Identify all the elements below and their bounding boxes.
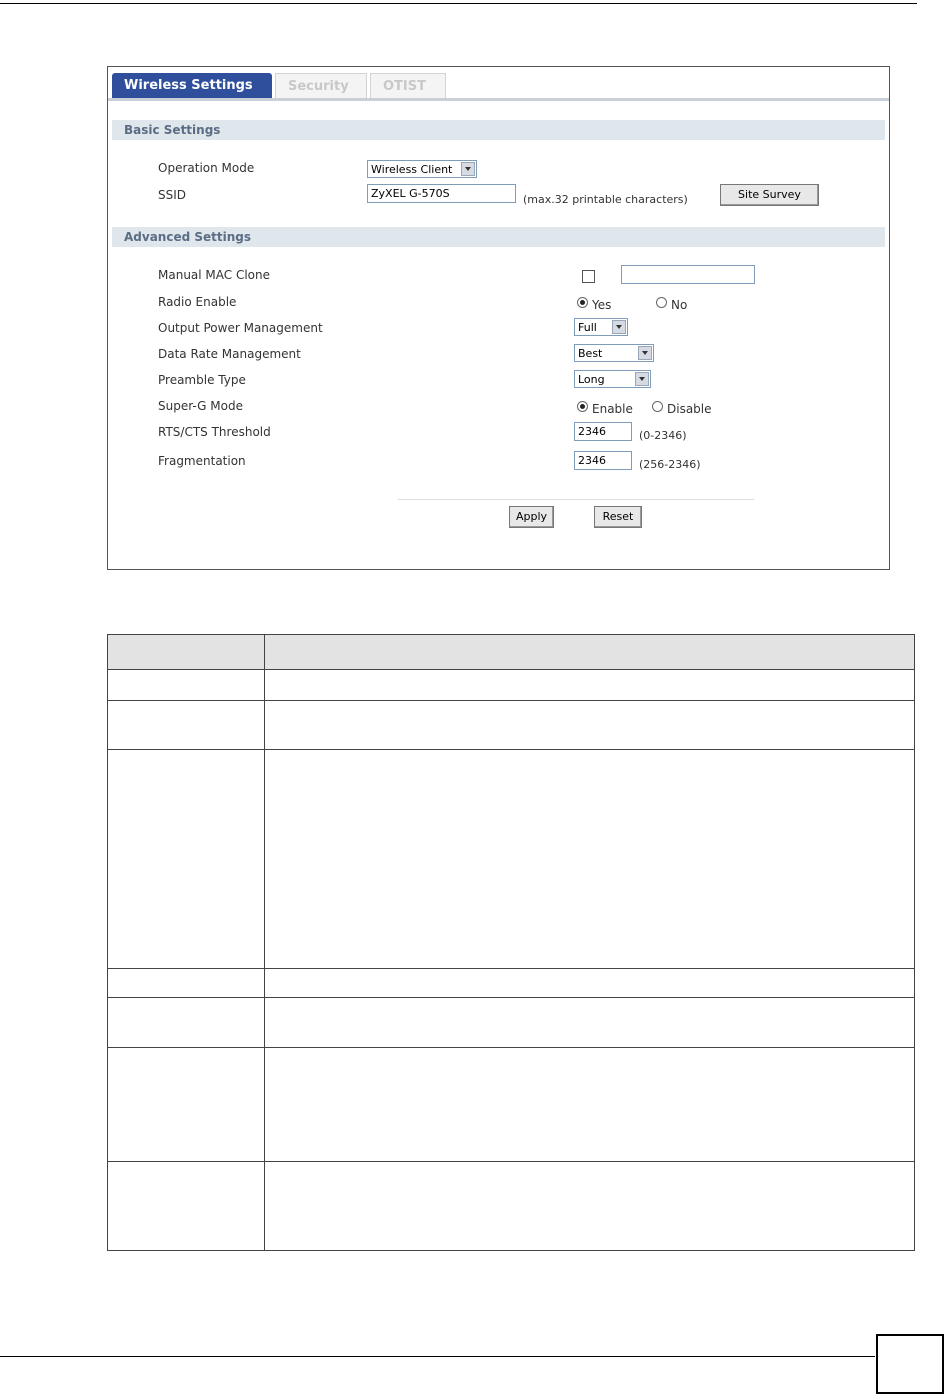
radio-enable-no-label: No (671, 298, 688, 312)
table-row (108, 969, 915, 998)
table-cell (265, 969, 915, 998)
radio-enable-yes-label: Yes (592, 298, 612, 312)
superg-label: Super-G Mode (158, 399, 243, 413)
fragmentation-label: Fragmentation (158, 454, 246, 468)
table-cell (265, 998, 915, 1048)
preamble-select[interactable] (574, 370, 651, 388)
table-cell (265, 701, 915, 750)
tab-wireless-settings[interactable]: Wireless Settings (112, 73, 272, 99)
site-survey-button[interactable]: Site Survey (720, 184, 819, 206)
page-footer-rule (0, 1356, 875, 1357)
table-row (108, 1048, 915, 1162)
superg-disable[interactable] (652, 401, 663, 412)
mac-clone-label: Manual MAC Clone (158, 268, 271, 282)
table-cell (265, 1162, 915, 1251)
chevron-down-icon (635, 372, 649, 386)
advanced-settings-header: Advanced Settings (112, 227, 885, 247)
table-cell (108, 1048, 265, 1162)
radio-enable-label: Radio Enable (158, 295, 237, 309)
table-cell (265, 1048, 915, 1162)
rts-hint: (0-2346) (639, 429, 687, 442)
table-row (108, 998, 915, 1048)
tab-bar-underline (108, 98, 889, 101)
wireless-settings-screenshot (107, 66, 890, 570)
operation-mode-label: Operation Mode (158, 161, 255, 175)
fragmentation-hint: (256-2346) (639, 458, 701, 471)
output-power-select[interactable] (574, 318, 628, 336)
rts-input[interactable]: 2346 (574, 422, 632, 441)
data-rate-label: Data Rate Management (158, 347, 301, 361)
output-power-value: Full (578, 321, 597, 334)
superg-enable[interactable] (577, 401, 588, 412)
reset-button[interactable]: Reset (594, 506, 642, 528)
table-cell (108, 969, 265, 998)
mac-address-input[interactable] (621, 265, 755, 284)
apply-button[interactable]: Apply (509, 506, 554, 528)
ssid-input[interactable]: ZyXEL G-570S (367, 184, 516, 203)
table-cell (108, 670, 265, 701)
table-row (108, 670, 915, 701)
table-cell (108, 750, 265, 969)
rts-label: RTS/CTS Threshold (158, 425, 271, 439)
chevron-down-icon (638, 346, 652, 360)
table-header-row (108, 635, 915, 670)
table-cell (108, 1162, 265, 1251)
data-rate-select[interactable] (574, 344, 654, 362)
table-row (108, 1162, 915, 1251)
tab-security[interactable]: Security (275, 73, 367, 99)
superg-enable-label: Enable (592, 402, 633, 416)
table-header-cell (108, 635, 265, 670)
fragmentation-input[interactable]: 2346 (574, 451, 632, 470)
operation-mode-select[interactable] (367, 160, 477, 178)
chevron-down-icon (612, 320, 626, 334)
table-row (108, 750, 915, 969)
form-separator (398, 499, 754, 500)
ssid-hint: (max.32 printable characters) (523, 193, 688, 206)
tab-otist[interactable]: OTIST (370, 73, 446, 99)
data-rate-value: Best (578, 347, 603, 360)
table-cell (265, 670, 915, 701)
table-cell (108, 701, 265, 750)
ssid-label: SSID (158, 188, 187, 202)
preamble-label: Preamble Type (158, 373, 246, 387)
radio-enable-yes[interactable] (577, 297, 588, 308)
table-row (108, 701, 915, 750)
basic-settings-header: Basic Settings (112, 120, 885, 140)
page-header-rule (0, 3, 917, 4)
chevron-down-icon (461, 162, 475, 176)
field-description-table (107, 634, 915, 1251)
preamble-value: Long (578, 373, 605, 386)
page-number-box (876, 1334, 944, 1394)
tab-bar (108, 67, 889, 101)
mac-clone-checkbox[interactable] (582, 270, 595, 283)
radio-enable-no[interactable] (656, 297, 667, 308)
output-power-label: Output Power Management (158, 321, 323, 335)
operation-mode-value: Wireless Client (371, 163, 453, 176)
table-cell (265, 750, 915, 969)
table-header-cell (265, 635, 915, 670)
table-cell (108, 998, 265, 1048)
superg-disable-label: Disable (667, 402, 712, 416)
